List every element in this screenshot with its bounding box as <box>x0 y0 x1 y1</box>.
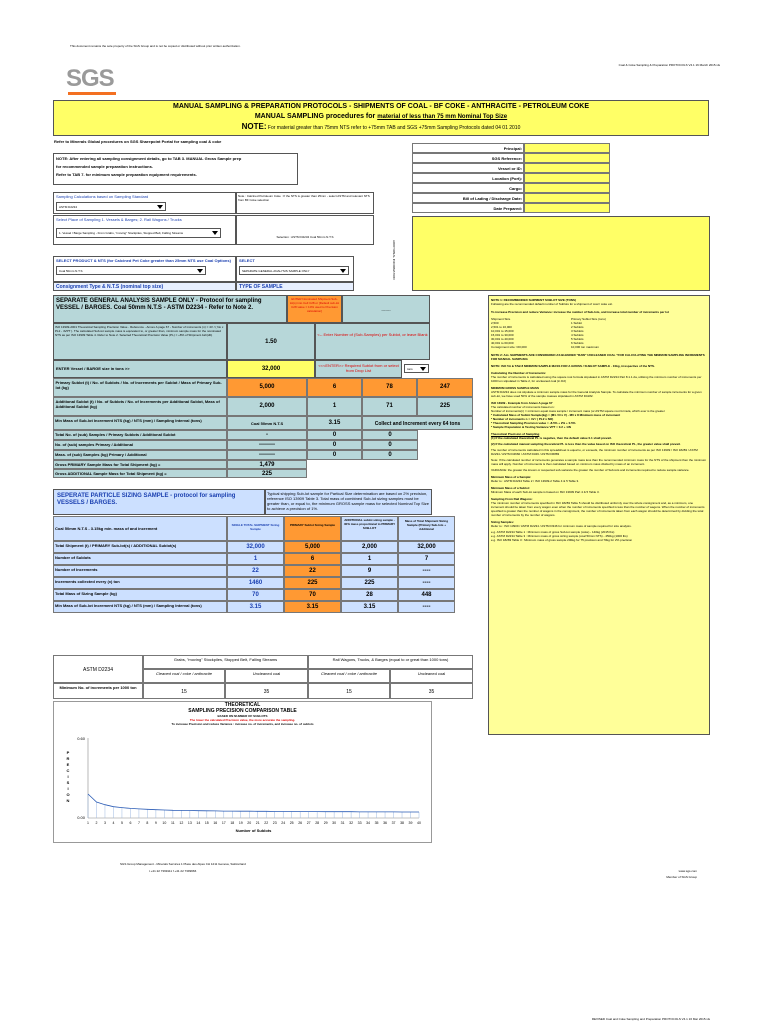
x-tick-label: 14 <box>196 821 201 825</box>
place-of-sampling-dropdown[interactable] <box>56 228 221 238</box>
x-tick-label: 10 <box>162 821 167 825</box>
table-row <box>53 378 473 397</box>
precision-text: ISO 13909-2001 Theoretical Sampling Precision Value - Reference - Annex A page 67 - Number of increments (n) = 4V / ( No x PL2 - 4VPT ). The calculated Sub-lot sample mass is equivalent to, or greater than, minimum sample mass for the nominated NTS as per ISO 13909 Table 4. Refer to Note 2. Selected Theoretical Precision Value (PL) = +8% of Shipment Ash(db) <box>55 325 224 337</box>
vessel-note: <<<ENTER>> Required Sublot from or select from Drop List <box>315 360 402 378</box>
x-tick-label: 26 <box>298 821 303 825</box>
sublot-table <box>491 317 707 349</box>
row-label: Gross PRIMARY Sample Mass for Total Shipment (kg) = <box>53 460 227 469</box>
example-line: e.g. ISO 18283 Table 3 : Minimum mass of gross sample 200kg for 75 precision and 70kg for 2% precision <box>491 538 633 542</box>
ref-location[interactable]: Location (Port): <box>412 173 610 183</box>
title-line-1: MANUAL SAMPLING & PREPARATION PROTOCOLS - SHIPMENTS OF COAL - BF COKE - ANTHRACITE - PETROLEUM COKE <box>173 103 589 110</box>
x-tick-label: 8 <box>146 821 149 825</box>
title-banner <box>53 100 709 136</box>
footer-company: SGS Group Management - Minerals Services 1 Place des Alpes CH 1211 Geneva, Switzerland <box>120 862 246 866</box>
sampling-standard-box <box>53 192 236 214</box>
cell: 0 <box>362 450 418 460</box>
x-tick-label: 16 <box>213 821 218 825</box>
cell: 22 <box>227 565 284 577</box>
series-line <box>88 794 419 812</box>
refer-text: Refer to Minerals Global procedures on SGS Sharepoint Portal for sampling coal & coke <box>54 139 222 144</box>
type-of-sample-label: TYPE OF SAMPLE <box>236 282 354 291</box>
cell: 6 Sublots <box>571 341 584 345</box>
note-text: For material greater than 75mm NTS refer to +75mm TAB and SGS +75mm Sampling Protocols dated 04 01 2010 <box>267 125 521 131</box>
cell: 30,001 to 40,000 <box>491 337 514 341</box>
rail-text: The minimum number of increments specified in ISO 18283 Table 5 should be distributed uniformly over the whole consignment and, as a minimum, one increment should be taken from every wagon even when the number of increments specified is less than the number of wagons. When the number of increments specified is greater than the number of wagons in the consignment, the number of increments taken from each wagon should be determined by dividing the total number of increments by the number of wagons. <box>491 501 705 517</box>
sub-header: Uncleaned coal <box>225 669 308 683</box>
x-tick-label: 35 <box>374 821 379 825</box>
chevron-down-icon <box>340 269 346 273</box>
cell: 32,000 <box>398 541 455 553</box>
precision-value[interactable]: 1.50 <box>227 323 315 360</box>
cell: 7 <box>398 553 455 565</box>
footer-member: Member of SGS Group <box>666 875 697 879</box>
cell: 5,000 <box>284 541 341 553</box>
row-label: Primary Sublot (t) / No. of Sublots / No. of Increments per Sublot / Mass of Primary Sub-lot (kg) <box>53 378 227 397</box>
confidentiality-note: This document remains the sole property of the SGS Group and is not be copied or distributed without prior written authorization. <box>70 44 241 48</box>
enter-vessel-label: ENTER Vessel / BARGE size in tons >> <box>53 360 227 378</box>
note1-text: Following are the recommended default number of Sublots for a shipment of coal / coke etc. <box>491 302 613 306</box>
cell: 1 <box>227 553 284 565</box>
cell: 0 <box>307 450 362 460</box>
note3-text: NOTE: ISO 5A & TAB 8 MINIMUM SAMPLE MASS FOR A GROSS / SUBLOT SAMPLE - 10kg, irrespective of the NTS. <box>491 364 655 368</box>
header-grabs: Grabs, "moving" Stockpiles, Stopped Belt, Falling Streams <box>143 655 308 669</box>
cell: 3.15 <box>227 601 284 613</box>
table-row <box>53 440 473 450</box>
cell: 0 <box>362 430 418 440</box>
iso-title: ISO 13909 - Example from Annex A page 67 <box>491 401 553 405</box>
cell: 15 <box>143 683 225 699</box>
example-line: e.g. ASTM D2234 Table 1 : Minimum mass of gross Sub-lot sample (coke) - 140kg (2015 lbs) <box>491 530 615 534</box>
x-tick-label: 31 <box>340 821 345 825</box>
ref-principal[interactable]: Principal: <box>412 143 610 153</box>
sizing-title: Sizing Samples: <box>491 520 515 524</box>
y-axis-label-char: R <box>66 756 70 761</box>
cell: 10,001 to 15,000 <box>491 329 514 333</box>
place-of-sampling-value: 1. Vessel / Barge Sampling - From Grabs, "moving" Stockpiles, Stopped Belt, Falling Streams <box>59 231 184 235</box>
ref-bill-of-lading[interactable]: Bill of Lading / Discharge Date: <box>412 193 610 203</box>
y-axis-label-char: E <box>66 762 70 767</box>
ref-sgs-reference[interactable]: SGS Reference: <box>412 153 610 163</box>
x-tick-label: 7 <box>137 821 140 825</box>
column-header: ADDITIONAL sublot sizing sample - 40% mass proportional to PRIMARY SUB-LOT <box>341 516 398 541</box>
astm-standard: ASTM D2234 <box>53 655 143 683</box>
primary-sublot-increments: 78 <box>362 378 417 397</box>
x-tick-label: 6 <box>129 821 132 825</box>
y-axis-label-char: P <box>66 750 70 755</box>
x-tick-label: 30 <box>332 821 337 825</box>
reference-fields <box>412 143 610 213</box>
sublot-header: Primary Sublot Size (tons) <box>571 317 606 321</box>
right-notes-panel <box>488 295 710 735</box>
notes-box <box>53 153 298 185</box>
cell: 15 <box>308 683 390 699</box>
cell: ---- <box>398 577 455 589</box>
vars-text-2: The number of increments calculated in this spreadsheet is equal to, or exceeds, the minimum number of increments as per ISO 13909 / ISO 18283 / ASTM D2234 / ASTM D4660 / ASTM D346 / ASTM D6883 <box>491 448 698 456</box>
min-mass-sample-title: Minimum Mass of a Sample: <box>491 475 532 479</box>
y-axis-label-char: S <box>66 780 70 785</box>
product-box <box>53 256 236 282</box>
additional-sublot-tons: 2,000 <box>227 397 307 416</box>
row-label: Number of Increments <box>53 565 227 577</box>
cell: Consignment size >60,000 <box>491 345 527 349</box>
title-line-2-bold: MANUAL SAMPLING procedures for <box>254 113 376 120</box>
general-analysis-dash: ------- <box>342 295 430 323</box>
enter-tonnage-note: ENTER Nominated Shipment Sub-lot(s) into Cell C28 or [Default sub-lot C28 value = 10% used to Precision calculation] <box>287 295 342 323</box>
sample-type-box <box>236 256 354 282</box>
chevron-down-icon <box>420 367 426 371</box>
note-text: Note: If the calculated number of increments generates a sample mass less than the recommended minimum mass for the NTS of the shipment then the minimum mass will apply. Number of increments is then calculated based on minimum mass divided by mass of an increment. <box>491 458 707 466</box>
chart-title: THEORETICAL <box>224 702 261 708</box>
ref-cargo[interactable]: Cargo: <box>412 183 610 193</box>
cell: 225 <box>284 577 341 589</box>
x-tick-label: 9 <box>154 821 157 825</box>
particle-sizing-title-box <box>53 489 265 515</box>
min-mass-sublot-title: Minimum Mass of a Sublot: <box>491 486 530 490</box>
x-tick-label: 36 <box>383 821 388 825</box>
x-tick-label: 4 <box>112 821 115 825</box>
select-label: SELECT <box>239 258 255 263</box>
min-mass-title: MINIMUM GROSS SAMPLE MASS <box>491 386 540 390</box>
ref-vessel[interactable]: Vessel or ID: <box>412 163 610 173</box>
row-label: Min Mass of Sub-lot Increment NTS (kg) / NTS (mm) / Sampling Interval (tons) <box>53 601 227 613</box>
vars-text: (1) If the calculated theoretical PL is negative, then the default value 0.1 shall prevail. <box>491 436 612 440</box>
nts-label: Coal 50mm N.T.S <box>227 416 307 430</box>
additional-info-label: ADDITIONAL INFORMATION <box>392 240 396 280</box>
x-tick-label: 33 <box>357 821 362 825</box>
cell: 70 <box>284 589 341 601</box>
tons-label: tons <box>407 366 413 371</box>
product-value: Coal 50mm N.T.S <box>59 268 83 273</box>
cell: 35 <box>390 683 473 699</box>
product-dropdown[interactable] <box>56 266 206 275</box>
x-tick-label: 21 <box>255 821 260 825</box>
iso-line: * Theoretical Sampling Precision value = -8.5% + 2% + 0.5% <box>491 421 576 425</box>
sampling-standard-note: Note : Calcined Petroleum Coke : If the NTS is greater than 25mm - select ASTM and relevant NTS from BF Coke selection <box>236 192 374 214</box>
x-tick-label: 18 <box>230 821 235 825</box>
notes-line-2: for recommended sample preparation instructions. <box>56 164 153 169</box>
product-label: SELECT PRODUCT & NTS (for Calcined Pet Coke greater than 25mm NTS use Coal Options) <box>56 258 231 263</box>
row-label: Number of Sublots <box>53 553 227 565</box>
x-tick-label: 12 <box>179 821 184 825</box>
additional-info-box[interactable] <box>412 216 710 291</box>
table-row <box>53 469 473 478</box>
x-axis-label: Number of Sublots <box>235 828 272 833</box>
row-label: No. of (sub) samples Primary / Additional <box>53 440 227 450</box>
sampling-standard-value: ASTM D2234 <box>59 204 78 209</box>
general-analysis-title-box <box>53 295 287 323</box>
x-tick-label: 34 <box>366 821 371 825</box>
table-row <box>53 397 473 416</box>
row-label: Total Shipment (t) / PRIMARY Sub-lot(s) / ADDITIONAL Sublot(s) <box>53 541 227 553</box>
min-incr-text: (2) If the calculated manual sampling theoretical PL is less than the value based on ISO theoretical PL, the greater value shall prevail. <box>491 442 681 446</box>
y-axis-label-char: I <box>67 786 69 791</box>
iso-line: * Number of increments n = 4V / ( PL2 x NO) <box>491 417 554 421</box>
table-row <box>53 577 473 589</box>
cell: 2,000 <box>341 541 398 553</box>
iso-line: Number of increments(n) = minimum equal mass sample / increment mass (or ASTM square root formula, which ever is the greater <box>491 409 665 413</box>
primary-sublot-count: 6 <box>307 378 362 397</box>
calc-title: Calculating the Number of Increments: <box>491 371 547 375</box>
row-label: Min Mass of Sub-lot Increment NTS (kg) / NTS (mm) / Sampling Interval (tons) <box>53 416 227 430</box>
x-tick-label: 3 <box>103 821 106 825</box>
cell: 10,000 ton maximum <box>571 345 600 349</box>
x-tick-label: 38 <box>400 821 404 825</box>
sampling-interval: Collect and Increment every 64 tons <box>362 416 473 430</box>
row-label: Total Mass of Sizing Sample (kg) <box>53 589 227 601</box>
chart-subtitle-2: BASED ON NUMBER OF SUBLOTS <box>217 714 268 718</box>
cell: 448 <box>398 589 455 601</box>
cell: 2,501 to 10,000 <box>491 325 512 329</box>
calc-text: The number of increments is calculated using the square root formula stipulated in ASTM D2234 Part 8.1.1.2a, utilising the minimum number of increments per 1000 ton stipulated in Table 2, for uncleaned coal (in D2) <box>491 375 702 383</box>
title-line-2-rest: material of less than 75 mm Nominal Top Size <box>377 114 508 120</box>
x-tick-label: 37 <box>391 821 396 825</box>
tons-dropdown[interactable] <box>404 364 429 373</box>
sub-header: Cleaned coal / coke / anthracite <box>308 669 390 683</box>
table-header-row <box>53 516 473 541</box>
cell: 0 <box>307 430 362 440</box>
min-mass-text: ASTM D2234 does not stipulate a minimum sample mass for the General Analysis Sample. To calculate the minimum number of sample increments for a given sub-lot, we have used 50% of the sample masses stipulated in ASTM D4182. <box>491 390 702 398</box>
y-axis-label-char: C <box>66 768 70 773</box>
notes-line-3: Refer to TAB 7. for minimum sample preparation equipment requirements. <box>56 172 197 177</box>
y-tick-label: 0.60 <box>77 736 85 741</box>
variance-text: VARIANCE: the greater the known or suspected sub-variance the greater the number of Sub-lots and increments required to reduce sample variance. <box>491 468 690 472</box>
x-tick-label: 17 <box>221 821 226 825</box>
chevron-down-icon <box>197 269 203 273</box>
sample-type-value: SEPARATE GENERAL ANALYSIS SAMPLE ONLY <box>242 268 310 273</box>
precision-text-box <box>53 323 227 360</box>
example-line: e.g. ASTM D2234 Table 3 : Minimum mass of gross sizing sample (coal 50mm NTS) - 450kg (1000 lbs) <box>491 534 628 538</box>
chevron-down-icon <box>157 205 163 209</box>
sublot-header: Shipment Size <box>491 317 511 321</box>
table-row <box>53 553 473 565</box>
cell: -------- <box>227 440 307 450</box>
column-header: PRIMARY Sublot Sizing Sample <box>284 516 341 541</box>
x-tick-label: 40 <box>417 821 421 825</box>
x-tick-label: 29 <box>323 821 328 825</box>
cell: 2,500 <box>491 321 499 325</box>
x-tick-label: 11 <box>171 821 175 825</box>
cell: 3.15 <box>284 601 341 613</box>
rail-title: Sampling From Rail Wagons: <box>491 497 533 501</box>
cell: 6 <box>284 553 341 565</box>
cell: 22 <box>284 565 341 577</box>
primary-sublot-tons: 5,000 <box>227 378 307 397</box>
table-row <box>53 460 473 469</box>
general-analysis-title: SEPARATE GENERAL ANALYSIS SAMPLE ONLY - Protocol for sampling VESSEL / BARGES. Coal 50mm N.T.S - ASTM D2234 - Refer to Note 2. <box>56 298 262 311</box>
gross-primary-mass: 1,479 <box>227 460 307 469</box>
x-tick-label: 22 <box>264 821 269 825</box>
gross-additional-mass: 225 <box>227 469 307 478</box>
note1-text2: To increase Precision and reduce Variance: increase the number of Sub-lots, and increase total number of increments per lot <box>491 310 669 314</box>
cell: 1 <box>341 553 398 565</box>
row-label: Increments collected every (x) ton <box>53 577 227 589</box>
cell: ---- <box>398 601 455 613</box>
row-label: Additional Sublot (t) / No. of Sublots / No. of Increments per Additional Sublot, Mass of Additional Sublot (kg) <box>53 397 227 416</box>
sub-header: Cleaned coal / coke / anthracite <box>143 669 225 683</box>
header-rail: Rail Wagons, Trucks, & Barges (equal to or great than 1000 tons) <box>308 655 473 669</box>
cell: 32,000 <box>227 541 284 553</box>
x-tick-label: 20 <box>247 821 252 825</box>
sample-type-dropdown[interactable] <box>239 266 349 275</box>
particle-sizing-desc: Typical shipping Sub-lot sample for Partical Size determination are based on 2% precision, reference ISO 13909 Table 3. Total mass of combined Sub-lot sizing samples must be greater than, or equal to, the minimum GROSS sample mass for selected Nominal Top Size to achieve a precision of 1%. <box>265 489 432 515</box>
chart-subtitle-3: The lower the calculated Precision value, the more accurate the sampling. <box>189 718 296 722</box>
y-axis-label-char: I <box>67 774 69 779</box>
table-row <box>53 541 473 553</box>
x-tick-label: 2 <box>95 821 98 825</box>
cell: ---- <box>398 565 455 577</box>
chart-plot <box>54 732 433 842</box>
x-tick-label: 19 <box>238 821 243 825</box>
cell: -------- <box>227 450 307 460</box>
cell: 40,001 to 60,000 <box>491 341 514 345</box>
row-label: Gross ADDITIONAL Sample Mass for Total Shipment (kg) = <box>53 469 227 478</box>
note2-title: NOTE 2: ALL SHIPMENTS ARE CONSIDERED AS BLENDED "RAW" UNCLEANED COAL "FOR CALCULATING THE MINIMUM SAMPLING INCREMENTS FOR MANUAL SAMPLING <box>491 353 705 361</box>
sizing-text: Refer to : ISO 13909 / ASTM D2234 / ASTM D346 for minimum mass of sample required for size analysis. <box>491 524 632 528</box>
x-tick-label: 28 <box>315 821 320 825</box>
x-tick-label: 1 <box>87 821 89 825</box>
cell: 9 <box>341 565 398 577</box>
chevron-down-icon <box>212 231 218 235</box>
column-header: Mass of Total Shipment Sizing Sample (Primary Sub-lots + Additional <box>398 516 455 541</box>
cell: 2 Sublots <box>571 325 584 329</box>
chart-subtitle: SAMPLING PRECISION COMPARISON TABLE <box>188 708 297 714</box>
y-axis-label-char: N <box>66 798 70 803</box>
column-header: SINGLE TOTAL SHIPMENT Sizing Sample <box>227 516 284 541</box>
x-tick-label: 25 <box>289 821 294 825</box>
cell: 5 Sublots <box>571 337 584 341</box>
x-tick-label: 13 <box>187 821 192 825</box>
min-increments-label: Minimum No. of increments per 1000 ton <box>53 683 143 699</box>
precision-chart <box>53 701 432 843</box>
table-row <box>53 565 473 577</box>
iso-line: * Sample Preparation & Testing Variance VPT = 0.2 + 1/N <box>491 425 571 429</box>
cell: 1460 <box>227 577 284 589</box>
cell: 0 <box>362 440 418 450</box>
cell: - <box>227 430 307 440</box>
x-tick-label: 27 <box>306 821 311 825</box>
sampling-standard-dropdown[interactable] <box>56 202 166 211</box>
min-mass-sublot-text: Minimum Mass of each Sub-lot sample is based on ISO 13909 Part 4 & 5 Table 3. <box>491 490 600 494</box>
x-tick-label: 39 <box>408 821 413 825</box>
cell: 35 <box>225 683 308 699</box>
doc-ref-top: Coal & Coke Sampling & Preparation PROTOCOLS V4.1 16 March 2015.xls <box>618 63 720 67</box>
min-increment-mass: 3.15 <box>307 416 362 430</box>
ref-date-prepared[interactable]: Date Prepared: <box>412 203 610 213</box>
table-row <box>53 589 473 601</box>
iso-line: The calculated number of increments based on : <box>491 405 556 409</box>
consignment-label: Consignment Type & N.T.S (nominal top size) <box>53 282 236 291</box>
x-tick-label: 32 <box>349 821 354 825</box>
table-row <box>53 601 473 613</box>
primary-sublot-mass: 247 <box>417 378 473 397</box>
notes-line-1: NOTE: After entering all sampling consignment details, go to TAB 3. MANUAL Gross Sample prep <box>56 156 242 161</box>
particle-sizing-title: SEPERATE PARTICLE SIZING SAMPLE - protocol for sampling VESSELS / BARGES. <box>57 493 236 506</box>
min-mass-sample-text: Refer to : ASTM D2234 Table 2 / ISO 13909-2 Table 4 & 5 Table 3. <box>491 479 580 483</box>
footer-website[interactable]: www.sgs.com <box>678 869 697 873</box>
row-label: Mass. of (sub) Samples (kg) Primary / Additional <box>53 450 227 460</box>
x-tick-label: 24 <box>281 821 286 825</box>
additional-sublot-mass: 225 <box>417 397 473 416</box>
cell: 3 Sublots <box>571 329 584 333</box>
table-row <box>53 430 473 440</box>
place-of-sampling-label: Select Place of Sampling 1. Vessels & Barges; 2. Rail Wagons / Trucks <box>56 217 182 222</box>
cell: 70 <box>227 589 284 601</box>
precision-note: <-- Enter Number of (Sub-Samples) per Sublot, or leave Blank <box>315 323 430 360</box>
astm-table <box>53 655 473 699</box>
y-axis-label-char: O <box>66 792 70 797</box>
cell: 15,001 to 30,000 <box>491 333 514 337</box>
sampling-standard-label: Sampling Calculations based on Sampling Standard <box>56 194 149 199</box>
footer-phone: t +41 22 7399111 f +41 22 7399666 <box>149 869 197 873</box>
y-tick-label: 0.00 <box>77 815 85 820</box>
sub-header: Uncleaned coal <box>390 669 473 683</box>
x-tick-label: 15 <box>204 821 209 825</box>
table-row <box>53 450 473 460</box>
general-analysis-table <box>53 378 473 478</box>
table-row <box>53 416 473 430</box>
cell: 4 Sublots <box>571 333 584 337</box>
cell: 1 Sublot <box>571 321 583 325</box>
x-tick-label: 5 <box>120 821 123 825</box>
place-of-sampling-selection: Selection : ASTM D2234 Coal 50mm N.T.S <box>236 215 374 245</box>
row-label: Total No. of (sub) Samples / Primary Sublots / Additional Sublot <box>53 430 227 440</box>
chart-subtitle-4: To increase Precision and reduce Variance : increase no. of increments, and increase no. of sublots <box>171 722 314 726</box>
iso-line: * Calculated Mass of Sublot Sample(kg) = (M1 / N x V) - M0 x 8 Minimum mass of increment <box>491 413 621 417</box>
vessel-size-input[interactable]: 32,000 <box>227 360 315 378</box>
note1-title: NOTE 1: RECOMMENDED SHIPMENT SUBLOT SIZE (TONS) <box>491 298 576 302</box>
vars-title: Theoretical Precision of Sampling <box>491 432 540 436</box>
cell: 225 <box>341 577 398 589</box>
additional-sublot-count: 1 <box>307 397 362 416</box>
doc-ref-bottom: REVISED Coal and Coke Sampling and Preparation PROTOCOLS V4.1 16 Mar 2015.xls <box>591 1017 710 1021</box>
logo-text: SGS <box>66 65 114 92</box>
additional-sublot-increments: 71 <box>362 397 417 416</box>
particle-sizing-table <box>53 516 473 613</box>
col-label: Coal 50mm N.T.S - 3.15kg min. mass of and increment <box>53 516 227 541</box>
cell: 28 <box>341 589 398 601</box>
sgs-logo <box>66 64 118 98</box>
note-label: NOTE: <box>241 122 267 131</box>
cell: 3.15 <box>341 601 398 613</box>
place-of-sampling-box <box>53 215 236 245</box>
cell: 0 <box>307 440 362 450</box>
x-tick-label: 23 <box>272 821 277 825</box>
